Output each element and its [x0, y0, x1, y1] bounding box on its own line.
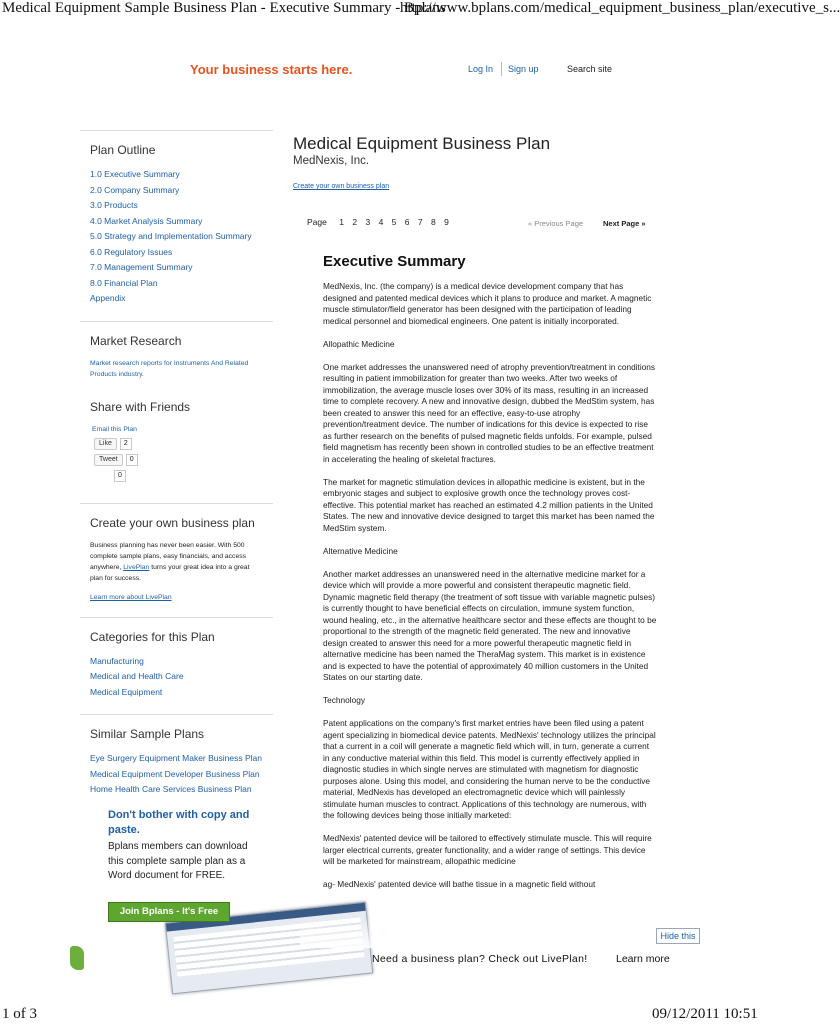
create-plan-section	[80, 503, 273, 617]
paragraph: ag- MedNexis' patented device will bathe tissue in a magnetic field without	[323, 879, 596, 889]
create-plan-text	[90, 540, 263, 584]
create-plan-link[interactable]: Create your own business plan	[293, 183, 390, 190]
page-link[interactable]: 9	[444, 217, 449, 227]
learn-liveplan-link[interactable]: Learn more about LivePlan	[90, 593, 172, 601]
paragraph: The market for magnetic stimulation devices in allopathic medicine is existent, but in the embryonic stages and subject to explosive growth once the technology proves cost-effective. This potential market has reached an estimated 4.2 million patients in the United States. The new and innovative device designed to target this market has been named the MedStim system.	[323, 476, 655, 533]
page-link[interactable]: 8	[431, 217, 436, 227]
outline-item[interactable]: Appendix	[90, 293, 126, 303]
signup-link[interactable]: Sign up	[508, 64, 539, 74]
login-link[interactable]: Log In	[468, 64, 494, 74]
plus-count[interactable]: 0	[114, 470, 126, 482]
page-navigation	[307, 217, 455, 227]
email-plan-link[interactable]: Email this Plan	[92, 425, 137, 433]
categories-title: Categories for this Plan	[90, 629, 215, 644]
print-datetime: 09/12/2011 10:51	[652, 1006, 758, 1022]
company-name: MedNexis, Inc.	[293, 155, 370, 167]
outline-item[interactable]: 2.0 Company Summary	[90, 184, 180, 195]
liveplan-link[interactable]: LivePlan	[123, 563, 150, 571]
similar-plans-list	[90, 751, 263, 798]
outline-item[interactable]: 1.0 Executive Summary	[90, 169, 180, 179]
similar-plans-title: Similar Sample Plans	[90, 727, 205, 741]
page-link[interactable]: 2	[352, 217, 358, 227]
paragraph: One market addresses the unanswered need of atrophy prevention/treatment in conditions resulting in patient immobilization for greater than two weeks. After two weeks of immobilization, the average muscle loses over 30% of its mass, resulting in an increased time to complete recovery. A new and innovative design, dubbed the MedStim system, has been created to answer this need for an effective, easy-to-use atrophy prevention/treatment device. The number of indications for this device is expected to rise as further research on the benefits of pulsed magnetic fields unfolds. For example, pulsed field magnetism has recently been shown in controlled studies to be an effective treatment in accelerating the healing of skeletal fractures.	[323, 361, 656, 464]
liveplan-banner-text[interactable]: Need a business plan? Check out LivePlan!	[372, 953, 588, 965]
pager-label: Page	[307, 217, 327, 227]
plus-row	[114, 470, 263, 483]
promo-heading: Don't bother with copy and paste.	[108, 809, 250, 836]
search-site-link[interactable]: Search site	[567, 64, 613, 74]
page-link[interactable]: 7	[417, 217, 423, 227]
outline-item[interactable]: 3.0 Products	[90, 200, 138, 210]
similar-plan-item[interactable]: Eye Surgery Equipment Maker Business Plan	[90, 753, 262, 763]
paragraph: MedNexis, Inc. (the company) is a medical device development company that has designed and patented medical devices which it plans to produce and market. A magnetic muscle stimulator/field generator has been designed with the participation of leading medical personnel and biomedical engineers. One patent is initially incorporated.	[323, 281, 652, 326]
subheading: Allopathic Medicine	[323, 338, 395, 349]
share-title: Share with Friends	[90, 399, 191, 414]
paragraph: Patent applications on the company's first market entries have been filed using a patent agent specializing in biomedical device patents. MedNexis' technology utilizes the principal that a current in a coil will generate a magnetic field which will, in turn, generate a current in any conductive material within this field. This model is currently effectively applied in diagnostic studies in which single nerves are stimulated with magnetism for diagnostic purposes alone. Using this model, and considering the human nerve to be the conductive material, MedNexis has developed an electromagnetic device which will painlessly stimulate human muscles to contract. Applications of this technology are numerous, with the following devices being those initially marketed:	[323, 718, 656, 820]
create-plan-title: Create your own business plan	[90, 515, 255, 530]
outline-item[interactable]: 4.0 Market Analysis Summary	[90, 215, 203, 226]
share-section	[80, 394, 273, 497]
download-promo	[108, 808, 258, 884]
sidebar	[80, 130, 273, 812]
like-button[interactable]: Like	[94, 438, 117, 450]
next-page-link[interactable]: Next Page »	[603, 219, 646, 228]
print-header-url: http://www.bplans.com/medical_equipment_business_plan/executive_s...	[400, 0, 840, 16]
page-link[interactable]: 6	[404, 217, 410, 227]
categories-list	[90, 654, 263, 701]
page-link[interactable]: 5	[391, 217, 397, 227]
page-link[interactable]: 1	[339, 217, 344, 227]
outline-item[interactable]: 6.0 Regulatory Issues	[90, 246, 173, 257]
plan-title: Medical Equipment Business Plan	[293, 134, 551, 153]
plan-outline-title: Plan Outline	[90, 143, 156, 157]
print-page-number: 1 of 3	[2, 1006, 37, 1022]
content-fade	[300, 918, 660, 948]
like-row	[94, 438, 263, 451]
outline-item[interactable]: 7.0 Management Summary	[90, 262, 193, 272]
like-count: 2	[120, 438, 132, 450]
category-item[interactable]: Medical Equipment	[90, 686, 163, 697]
page-link[interactable]: 3	[365, 217, 371, 227]
learn-more-link[interactable]: Learn more	[616, 953, 670, 965]
create-plan-text-a: Business planning has never been easier. With 500 complete sample plans, easy financials, and access anywhere,	[90, 541, 247, 571]
categories-section	[80, 617, 273, 715]
category-item[interactable]: Medical and Health Care	[90, 671, 184, 681]
paragraph: Another market addresses an unanswered need in the alternative medicine market for a device which will provide a more powerful and consistent therapeutic magnetic field. Dynamic magnetic field therapy (the treatment of soft tissue with variable magnetic pulses) is currently thought to have beneficial effects on circulation, immune system function, wound healing, etc., in the alternative healthcare sector and these effects are thought to be proportional to the strength of the magnetic field generated. The new and innovative design created to answer this need for a more powerful therapeutic magnetic field in alternative medicine has been named the TheraMag system. This market is in existence and is expected to have the potential of approximately 40 million customers in the United States on our starting date.	[323, 568, 657, 682]
tweet-button[interactable]: Tweet	[94, 454, 123, 466]
create-plan-text-b: turns your great idea into a great plan for success.	[90, 563, 250, 582]
similar-plan-item[interactable]: Medical Equipment Developer Business Plan	[90, 768, 260, 779]
market-research-title: Market Research	[90, 333, 182, 348]
page-link[interactable]: 4	[378, 217, 384, 227]
outline-item[interactable]: 5.0 Strategy and Implementation Summary	[90, 231, 252, 241]
print-header-title: Medical Equipment Sample Business Plan - Executive Summary - Bplans	[2, 0, 446, 16]
market-research-link[interactable]: Market research reports for Instruments And Related Products industry.	[90, 359, 249, 378]
subheading: Technology	[323, 695, 365, 705]
plan-outline-list	[90, 167, 263, 307]
paragraph: MedNexis' patented device will be tailored to effectively stimulate muscle. This will require larger electrical currents, greater functionality, and a wider range of settings. This device will be marketed for mainstream, allopathic medicine	[323, 833, 652, 866]
join-bplans-button[interactable]: Join Bplans - It's Free	[108, 902, 230, 922]
tweet-count: 0	[126, 454, 138, 466]
header-divider	[501, 62, 502, 76]
previous-page-link[interactable]: « Previous Page	[528, 219, 584, 228]
market-research-section	[80, 321, 273, 394]
plan-outline-section	[80, 130, 273, 321]
category-item[interactable]: Manufacturing	[90, 655, 144, 666]
hide-banner-button[interactable]: Hide this	[656, 928, 700, 944]
site-tagline: Your business starts here.	[190, 62, 353, 77]
similar-plan-item[interactable]: Home Health Care Services Business Plan	[90, 784, 252, 794]
outline-item[interactable]: 8.0 Financial Plan	[90, 277, 158, 288]
article-body	[323, 281, 657, 902]
promo-text: Bplans members can download this complete sample plan as a Word document for FREE.	[108, 841, 248, 881]
similar-plans-section	[80, 714, 273, 812]
subheading: Alternative Medicine	[323, 545, 398, 556]
section-title: Executive Summary	[323, 253, 466, 270]
tweet-row	[94, 454, 263, 467]
liveplan-logo-icon	[70, 946, 84, 970]
